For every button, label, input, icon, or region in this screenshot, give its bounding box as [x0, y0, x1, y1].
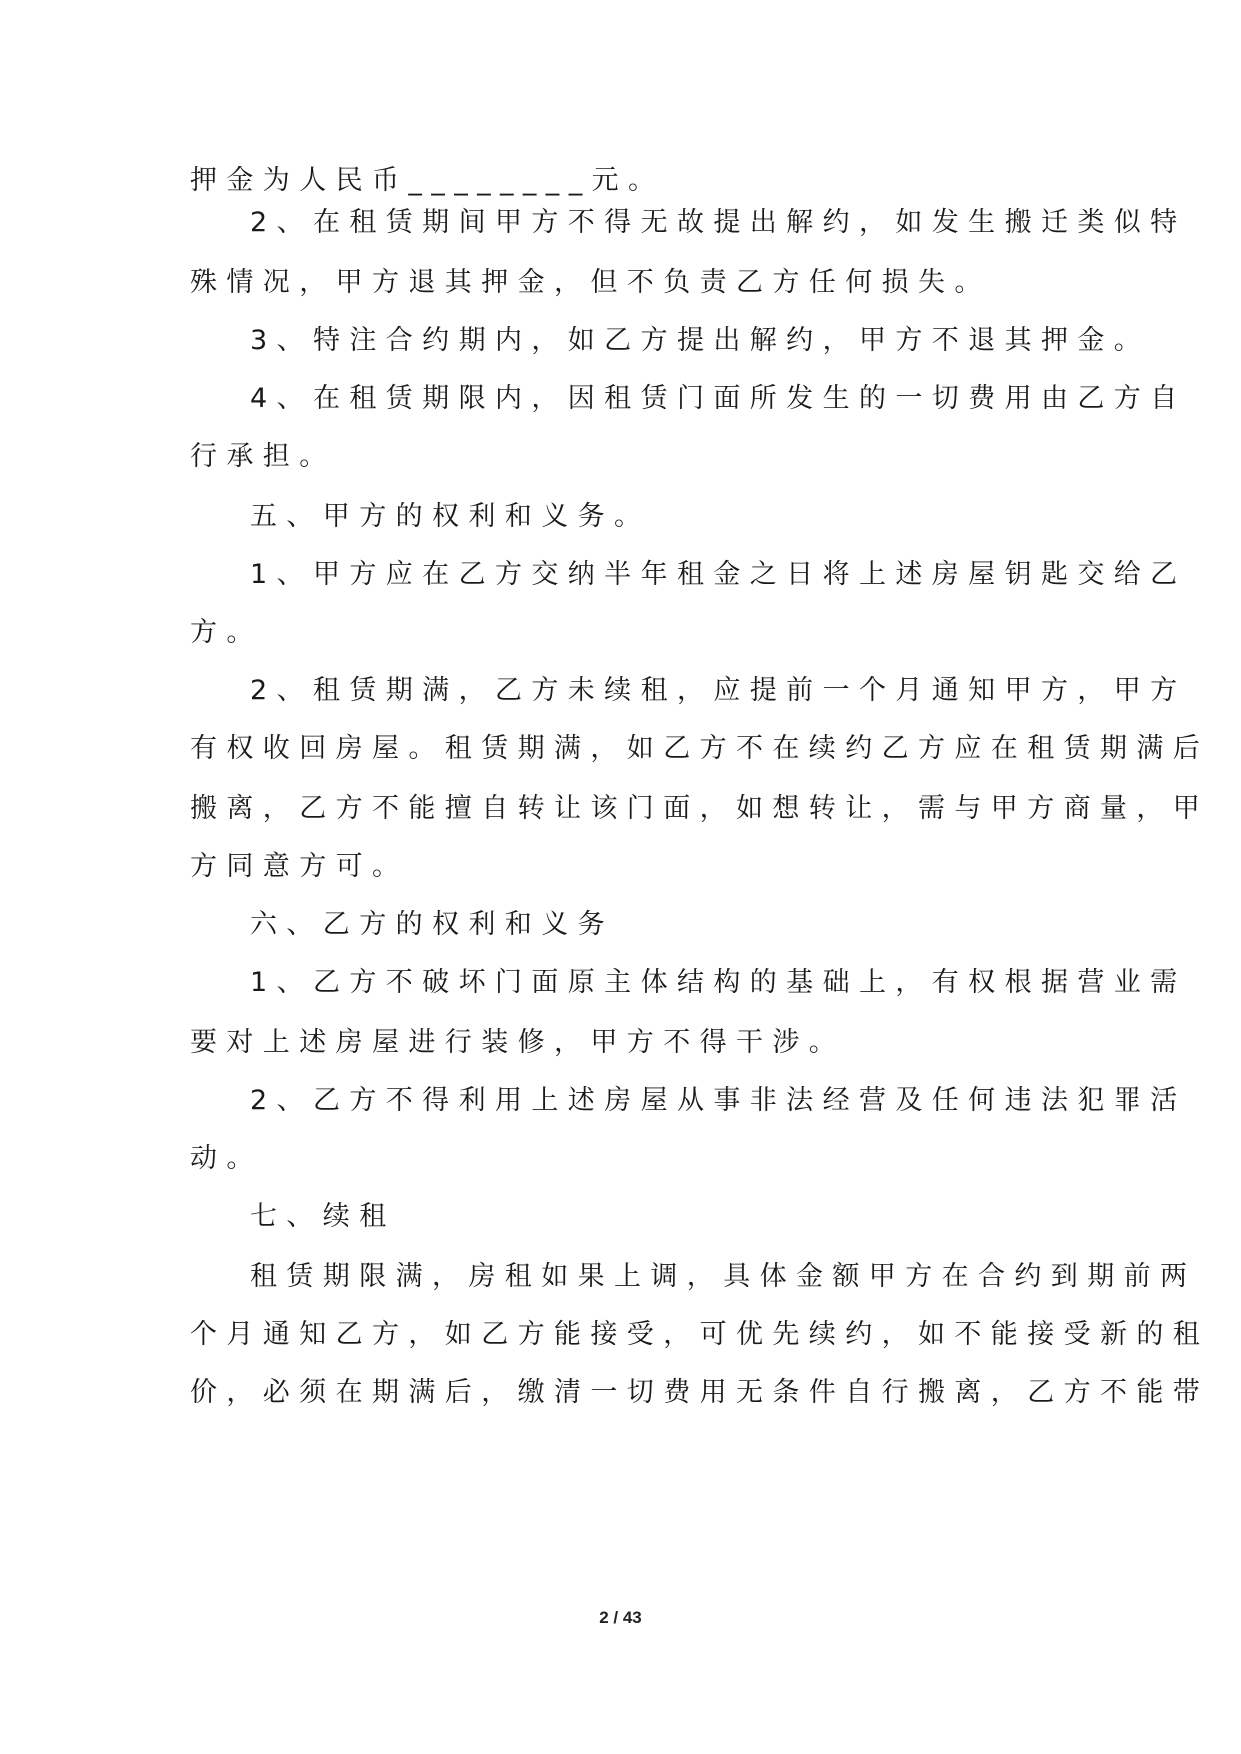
text-line: 租赁期限满，房租如果上调，具体金额甲方在合约到期前两	[250, 1261, 1197, 1292]
section-heading: 六、乙方的权利和义务	[250, 909, 614, 940]
section-heading: 七、续租	[250, 1201, 396, 1232]
text-line: 1、乙方不破坏门面原主体结构的基础上，有权根据营业需	[250, 967, 1187, 998]
section-heading: 五、甲方的权利和义务。	[250, 501, 651, 532]
text-line: 搬离，乙方不能擅自转让该门面，如想转让，需与甲方商量，甲	[190, 793, 1210, 824]
text-line: 动。	[190, 1143, 263, 1174]
text-line: 2、乙方不得利用上述房屋从事非法经营及任何违法犯罪活	[250, 1085, 1187, 1116]
text-line: 个月通知乙方，如乙方能接受，可优先续约，如不能接受新的租	[190, 1319, 1210, 1350]
text-line: 要对上述房屋进行装修，甲方不得干涉。	[190, 1027, 846, 1058]
text-line: 有权收回房屋。租赁期满，如乙方不在续约乙方应在租赁期满后	[190, 733, 1210, 764]
text-line: 4、在租赁期限内，因租赁门面所发生的一切费用由乙方自	[250, 383, 1187, 414]
text-line: 殊情况，甲方退其押金，但不负责乙方任何损失。	[190, 267, 991, 298]
text-line: 2、在租赁期间甲方不得无故提出解约，如发生搬迁类似特	[250, 207, 1187, 238]
text-line: 方同意方可。	[190, 851, 409, 882]
text-line: 3、特注合约期内，如乙方提出解约，甲方不退其押金。	[250, 325, 1151, 356]
text-line: 行承担。	[190, 441, 336, 472]
text-line: 价，必须在期满后，缴清一切费用无条件自行搬离，乙方不能带	[190, 1377, 1210, 1408]
text-line: 方。	[190, 617, 263, 648]
text-line: 2、租赁期满，乙方未续租，应提前一个月通知甲方，甲方	[250, 675, 1187, 706]
text-line: 1、甲方应在乙方交纳半年租金之日将上述房屋钥匙交给乙	[250, 559, 1187, 590]
page-number: 2 / 43	[599, 1608, 642, 1627]
text-line: 押金为人民币________元。	[190, 165, 665, 196]
